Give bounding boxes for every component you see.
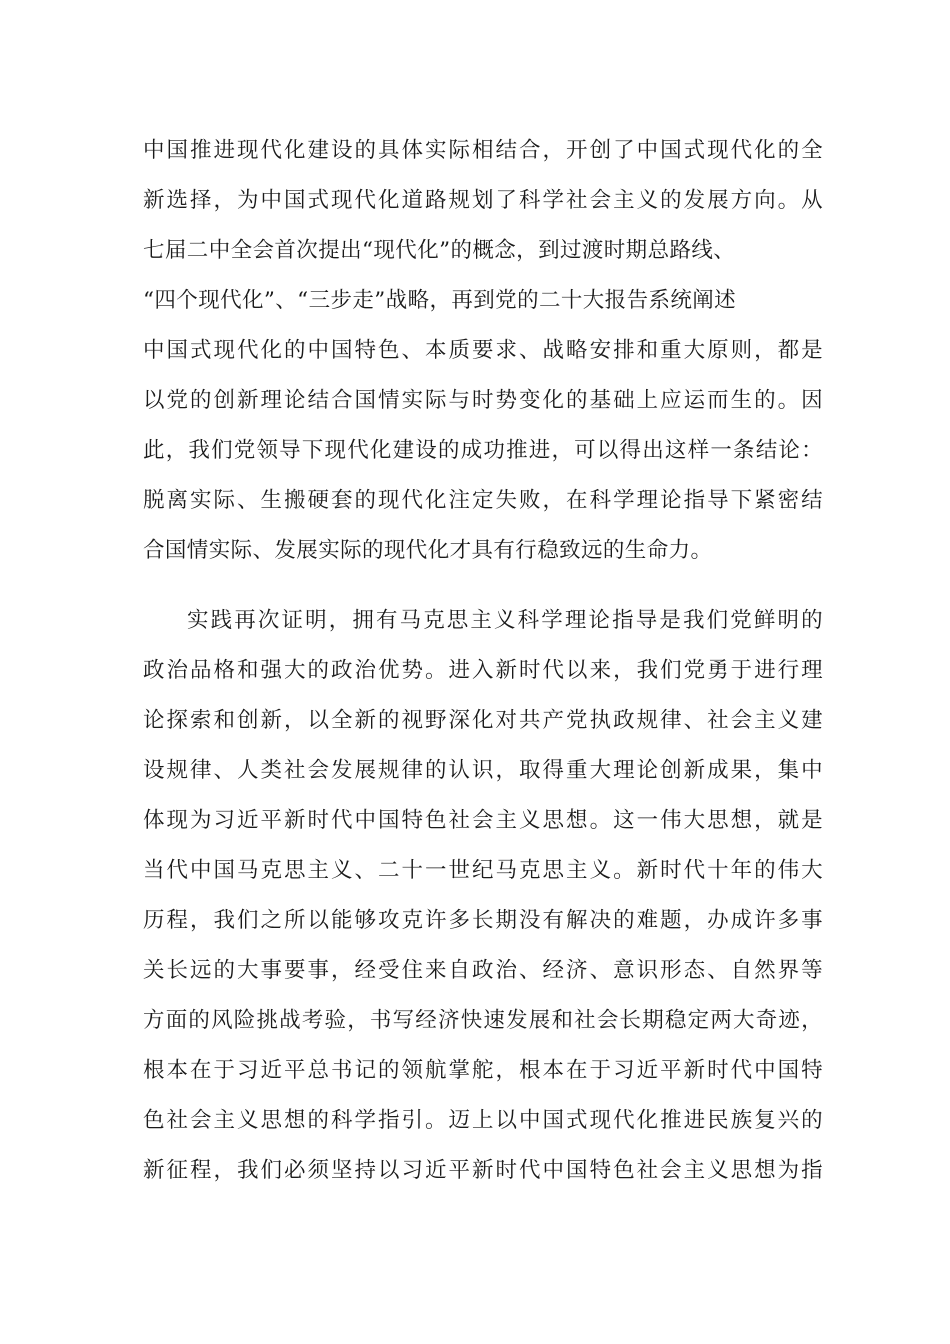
text-line: 七届二中全会首次提出“现代化”的概念，到过渡时期总路线、 <box>143 238 736 263</box>
text-line: 新选择，为中国式现代化道路规划了科学社会主义的发展方向。从 <box>143 188 823 213</box>
body-text <box>143 128 823 1198</box>
text-line: 体现为习近平新时代中国特色社会主义思想。这一伟大思想，就是 <box>143 808 823 833</box>
text-line: 根本在于习近平总书记的领航掌舵，根本在于习近平新时代中国特 <box>143 1058 823 1083</box>
text-line: 中国式现代化的中国特色、本质要求、战略安排和重大原则，都是 <box>143 338 823 363</box>
text-line: 设规律、人类社会发展规律的认识，取得重大理论创新成果，集中 <box>143 758 823 783</box>
text-line: “四个现代化”、“三步走”战略，再到党的二十大报告系统阐述 <box>143 288 737 313</box>
text-line: 历程，我们之所以能够攻克许多长期没有解决的难题，办成许多事 <box>143 908 823 933</box>
text-line: 此，我们党领导下现代化建设的成功推进，可以得出这样一条结论： <box>143 438 823 463</box>
text-line: 色社会主义思想的科学指引。迈上以中国式现代化推进民族复兴的 <box>143 1108 823 1133</box>
text-line: 新征程，我们必须坚持以习近平新时代中国特色社会主义思想为指 <box>143 1158 823 1183</box>
text-line: 政治品格和强大的政治优势。进入新时代以来，我们党勇于进行理 <box>143 658 823 683</box>
text-line: 关长远的大事要事，经受住来自政治、经济、意识形态、自然界等 <box>143 958 823 983</box>
text-line: 当代中国马克思主义、二十一世纪马克思主义。新时代十年的伟大 <box>143 858 823 883</box>
text-line: 论探索和创新，以全新的视野深化对共产党执政规律、社会主义建 <box>143 708 823 733</box>
text-line: 脱离实际、生搬硬套的现代化注定失败，在科学理论指导下紧密结 <box>143 488 823 513</box>
text-line: 中国推进现代化建设的具体实际相结合，开创了中国式现代化的全 <box>143 138 823 163</box>
text-line: 以党的创新理论结合国情实际与时势变化的基础上应运而生的。因 <box>143 388 823 413</box>
text-line: 合国情实际、发展实际的现代化才具有行稳致远的生命力。 <box>143 538 713 563</box>
text-line: 方面的风险挑战考验，书写经济快速发展和社会长期稳定两大奇迹， <box>143 1008 823 1033</box>
paragraph-1 <box>143 128 823 578</box>
paragraph-2 <box>143 598 823 1198</box>
text-line: 实践再次证明，拥有马克思主义科学理论指导是我们党鲜明的 <box>187 608 823 633</box>
